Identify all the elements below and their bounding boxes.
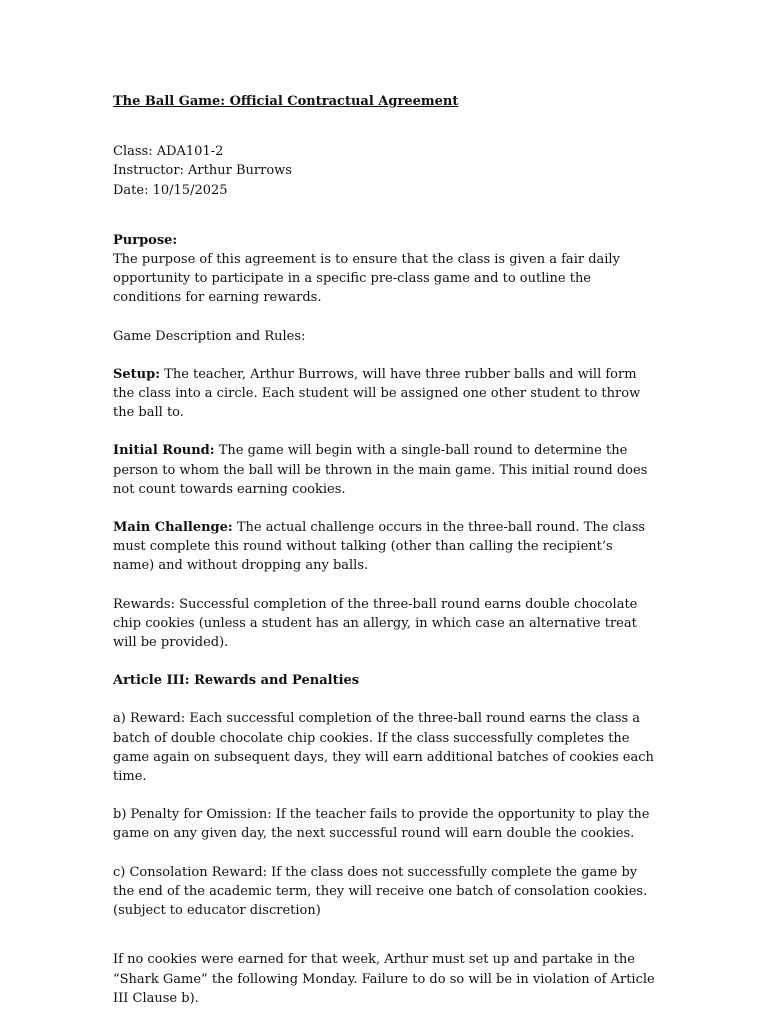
document-meta [113, 142, 658, 200]
setup-text: The teacher, Arthur Burrows, will have three rubber balls and will form the class into a circle. Each student will be assigned one other student to throw the ball to. [113, 366, 641, 421]
purpose-label: Purpose: [113, 232, 178, 248]
setup-paragraph [113, 365, 658, 423]
initial-round-text: The game will begin with a single-ball round to determine the person to whom the ball will be thrown in the main game. This initial round does not count towards earning cookies. [113, 443, 648, 497]
clause-a: a) Reward: Each successful completion of the three-ball round earns the class a batch of double chocolate chip cookies. If the class successfully completes the game again on subsequent days, they will earn additional batches of cookies each time. [113, 711, 654, 785]
document-page [113, 92, 658, 1027]
setup-label: Setup: [113, 366, 161, 382]
instructor-line: Instructor: Arthur Burrows [113, 163, 292, 179]
date-line: Date: 10/15/2025 [113, 182, 228, 198]
clause-c: c) Consolation Reward: If the class does not successfully complete the game by the end of the academic term, they will receive one batch of consolation cookies. (subject to educator discretion) [113, 864, 648, 919]
clause-b: b) Penalty for Omission: If the teacher fails to provide the opportunity to play the game on any given day, the next successful round will earn double the cookies. [113, 807, 650, 842]
purpose-text: The purpose of this agreement is to ensure that the class is given a fair daily opportunity to participate in a specific pre-class game and to outline the conditions for earning rewards. [113, 252, 620, 306]
game-description-heading: Game Description and Rules: [113, 328, 306, 344]
main-challenge-text: The actual challenge occurs in the three-ball round. The class must complete this round without talking (other than calling the recipient’s name) and without dropping any balls. [113, 520, 646, 574]
purpose-section [113, 231, 658, 308]
document-title: The Ball Game: Official Contractual Agreement [113, 94, 459, 109]
initial-round-paragraph [113, 441, 658, 499]
class-line: Class: ADA101-2 [113, 144, 224, 160]
main-challenge-paragraph [113, 518, 658, 576]
rewards-paragraph: Rewards: Successful completion of the three-ball round earns double chocolate chip cookies (unless a student has an allergy, in which case an alternative treat will be provided). [113, 596, 638, 651]
initial-round-label: Initial Round: [113, 443, 215, 459]
article-heading: Article III: Rewards and Penalties [113, 673, 360, 689]
main-challenge-label: Main Challenge: [113, 520, 233, 536]
closing-paragraph: If no cookies were earned for that week, Arthur must set up and partake in the “Shark Game” the following Monday. Failure to do so will be in violation of Article III Clause b). [113, 952, 655, 1006]
